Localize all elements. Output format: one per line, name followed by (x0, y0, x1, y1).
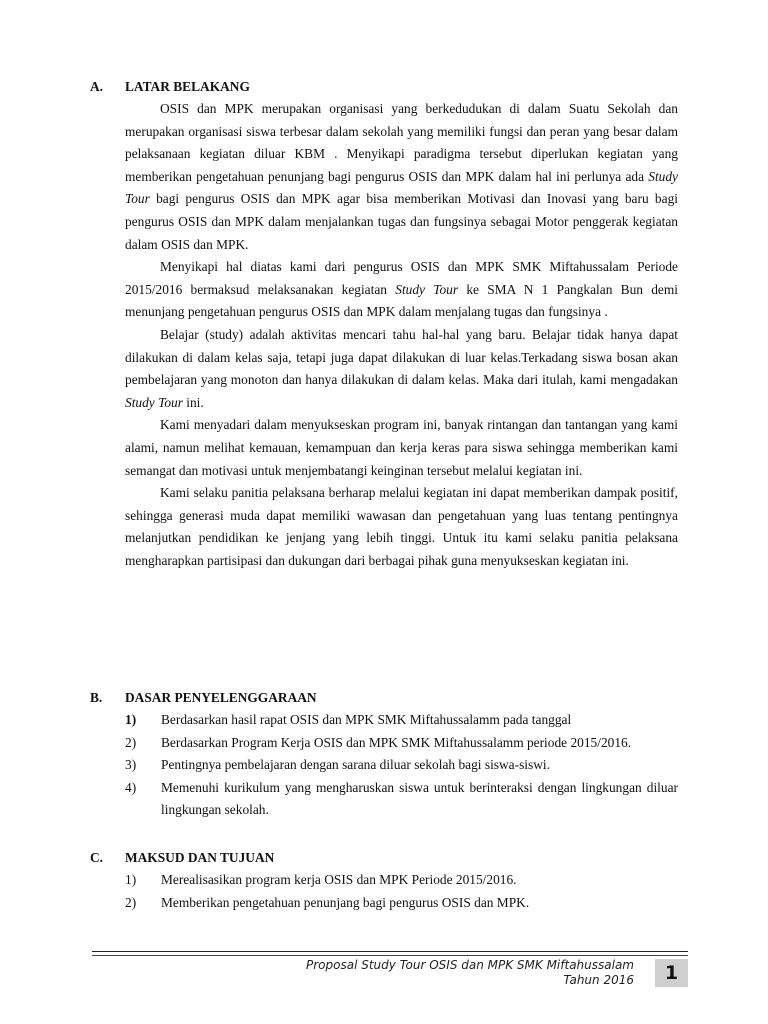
section-heading (90, 686, 680, 709)
section-title: MAKSUD DAN TUJUAN (125, 850, 275, 865)
list-text: Berdasarkan hasil rapat OSIS dan MPK SMK Miftahussalamm pada tanggal (161, 712, 572, 727)
list-item (125, 754, 678, 777)
paragraph-text: OSIS dan MPK merupakan organisasi yang berkedudukan di dalam Suatu Sekolah dan merupakan organisasi siswa terbesar dalam sekolah yang memiliki fungsi dan peran yang besar dalam pelaksanaan kegiatan diluar KBM . Menyikapi paradigma tersebut diperlukan kegiatan yang memberikan pengetahuan penunjang bagi pengurus OSIS dan MPK dalam hal ini perlunya ada (125, 101, 678, 184)
footer-divider (92, 955, 688, 956)
list-number: 1) (125, 872, 137, 887)
section-heading (90, 75, 680, 98)
footer-title: Proposal Study Tour OSIS dan MPK SMK Miftahussalam (306, 958, 634, 972)
list-text: Pentingnya pembelajaran dengan sarana diluar sekolah bagi siswa-siswi. (161, 757, 550, 773)
list-text: Merealisasikan program kerja OSIS dan MPK Periode 2015/2016. (161, 872, 517, 887)
section-latar-belakang (90, 75, 680, 572)
section-letter: C. (90, 850, 104, 865)
paragraph-text: Belajar (study) adalah aktivitas mencari tahu hal-hal yang baru. Belajar tidak hanya dapat dilakukan di dalam kelas saja, tetapi juga dapat dilakukan di luar kelas.Terkadang siswa bosan akan pembelajaran yang monoton dan hanya dilakukan di dalam kelas. Maka dari itulah, kami mengadakan (125, 326, 678, 388)
emphasis-text: Study Tour (125, 394, 183, 410)
list-item (125, 709, 678, 732)
paragraph (125, 324, 678, 414)
list-text: Memenuhi kurikulum yang mengharuskan siswa untuk berinteraksi dengan lingkungan diluar lingkungan sekolah. (161, 779, 678, 818)
list-number: 3) (125, 757, 137, 773)
list-item (125, 777, 678, 822)
footer-year: Tahun 2016 (563, 973, 634, 987)
footer-caption (306, 958, 634, 988)
list-number: 2) (125, 734, 137, 750)
list-number: 1) (125, 712, 137, 727)
paragraph: Kami menyadari dalam menyukseskan program ini, banyak rintangan dan tantangan yang kami alami, namun melihat kemauan, kemampuan dan kerja keras para siswa sehingga memberikan kami semangat dan motivasi untuk menjembatangi keinginan tersebut melalui kegiatan ini. (125, 417, 678, 478)
section-title: LATAR BELAKANG (125, 79, 250, 94)
page-number-badge: 1 (655, 959, 688, 987)
emphasis-text: Study Tour (125, 168, 678, 207)
section-maksud-dan-tujuan (90, 846, 680, 914)
list-number: 4) (125, 779, 137, 795)
list-item (125, 869, 678, 892)
section-letter: A. (90, 79, 104, 94)
paragraph: Kami selaku panitia pelaksana berharap melalui kegiatan ini dapat memberikan dampak positif, sehingga generasi muda dapat memiliki wawasan dan pengetahuan yang luas tentang pentingnya melanjutkan pendidikan ke jenjang yang lebih tinggi. Untuk itu kami selaku panitia pelaksana mengharapkan partisipasi dan dukungan dari berbagai pihak guna menyukseskan kegiatan ini. (125, 485, 678, 568)
section-heading (90, 846, 680, 869)
list-item (125, 892, 678, 915)
list-text: Berdasarkan Program Kerja OSIS dan MPK SMK Miftahussalamm periode 2015/2016. (161, 734, 632, 750)
section-letter: B. (90, 690, 103, 705)
list-item (125, 732, 678, 755)
paragraph-text: ini. (182, 394, 204, 410)
footer-divider (92, 951, 688, 952)
list-number: 2) (125, 894, 137, 910)
paragraph (125, 98, 678, 256)
list-text: Memberikan pengetahuan penunjang bagi pengurus OSIS dan MPK. (161, 894, 530, 910)
section-title: DASAR PENYELENGGARAAN (125, 690, 317, 705)
section-dasar-penyelenggaraan (90, 686, 680, 822)
emphasis-text: Study Tour (395, 281, 459, 297)
paragraph-text: ke SMA N 1 Pangkalan Bun demi menunjang pengetahuan pengurus OSIS dan MPK dalam menjalang tugas dan fungsinya . (125, 281, 678, 320)
paragraph (125, 256, 678, 324)
paragraph-text: Menyikapi hal diatas kami dari pengurus OSIS dan MPK SMK Miftahussalam Periode 2015/2016 bermaksud melaksanakan kegiatan (125, 259, 678, 297)
paragraph-text: bagi pengurus OSIS dan MPK agar bisa memberikan Motivasi dan Inovasi yang baru bagi pengurus OSIS dan MPK dalam menjalankan tugas dan fungsinya sebagai Motor penggerak kegiatan dalam OSIS dan MPK. (125, 191, 678, 252)
